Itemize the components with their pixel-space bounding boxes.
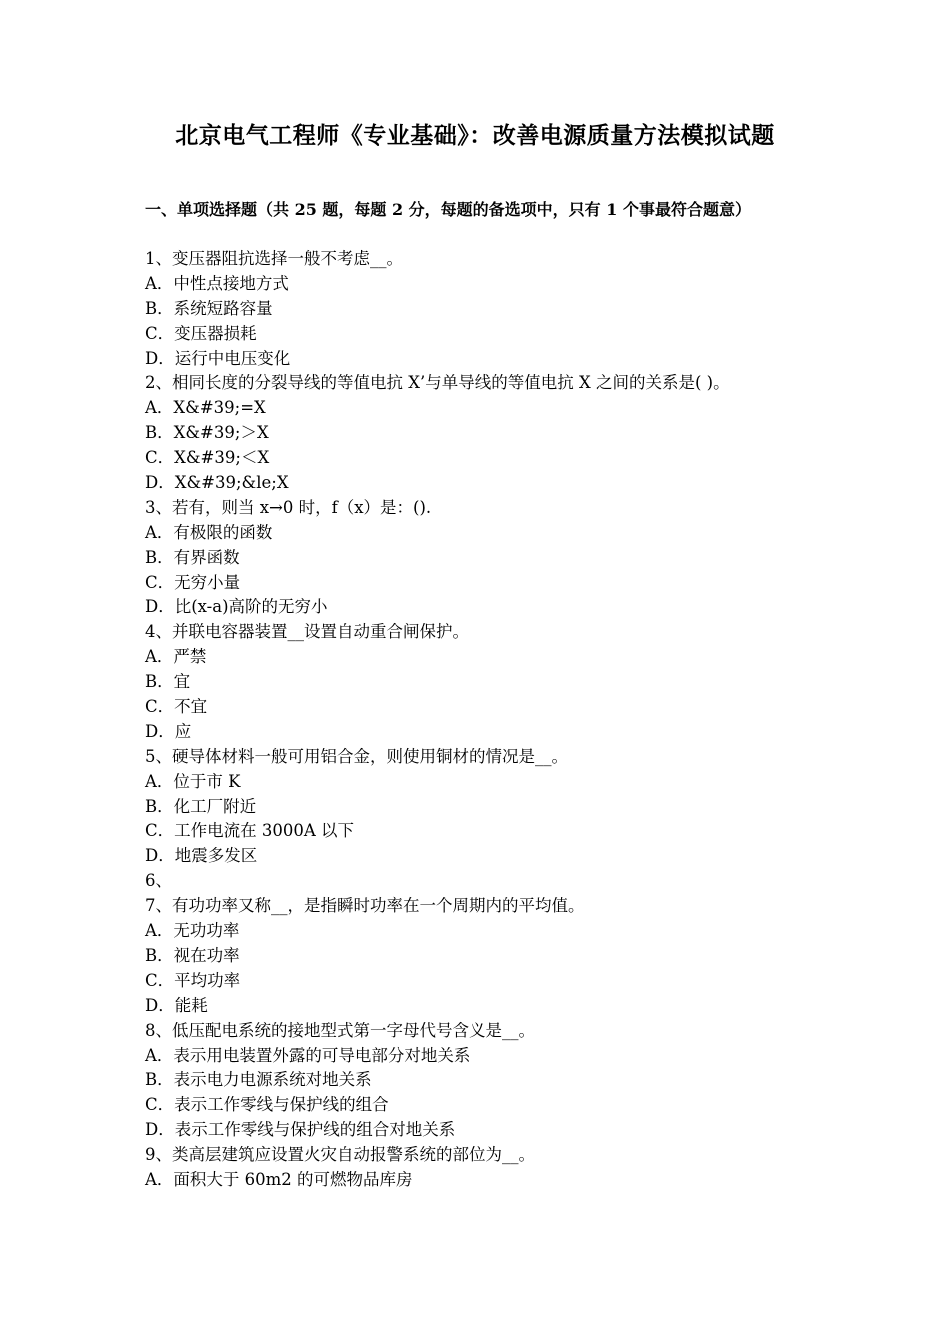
answer-option: D．应 — [145, 721, 192, 741]
question-block — [145, 1019, 825, 1143]
question-block — [145, 371, 825, 495]
answer-option: B．宜 — [145, 672, 191, 692]
question-block — [145, 620, 825, 744]
answer-option: A．X&#39;=X — [145, 398, 266, 418]
answer-option: C．无穷小量 — [145, 572, 241, 592]
answer-option: B．表示电力电源系统对地关系 — [145, 1070, 372, 1090]
question-stem: 2、相同长度的分裂导线的等值电抗 X’与单导线的等值电抗 X 之间的关系是( )。 — [145, 373, 730, 393]
answer-option: D．地震多发区 — [145, 846, 258, 866]
question-block — [145, 869, 825, 894]
question-stem: 1、变压器阻抗选择一般不考虑__。 — [145, 249, 403, 268]
answer-option: B．X&#39;＞X — [145, 423, 269, 443]
answer-option: D．能耗 — [145, 995, 208, 1015]
question-block — [145, 745, 825, 869]
answer-option: A．无功功率 — [145, 921, 240, 941]
question-block — [145, 1143, 825, 1193]
answer-option: B．系统短路容量 — [145, 298, 273, 318]
answer-option: C．工作电流在 3000A 以下 — [145, 821, 355, 841]
question-stem: 3、若有，则当 x→0 时，f（x）是：(). — [145, 497, 432, 517]
answer-option: A．有极限的函数 — [145, 522, 273, 542]
question-stem: 7、有功功率又称__，是指瞬时功率在一个周期内的平均值。 — [145, 896, 585, 916]
answer-option: C．X&#39;＜X — [145, 448, 270, 468]
answer-option: A．中性点接地方式 — [145, 273, 289, 293]
question-stem: 4、并联电容器装置__设置自动重合闸保护。 — [145, 622, 469, 642]
answer-option: C．变压器损耗 — [145, 323, 257, 343]
question-block — [145, 894, 825, 1018]
question-block — [145, 496, 825, 620]
answer-option: D．比(x-a)高阶的无穷小 — [145, 597, 328, 617]
document-title: 北京电气工程师《专业基础》：改善电源质量方法模拟试题 — [175, 122, 775, 149]
answer-option: B．有界函数 — [145, 547, 240, 567]
answer-option: C．不宜 — [145, 697, 208, 717]
answer-option: A．严禁 — [145, 647, 207, 667]
answer-option: D．运行中电压变化 — [145, 348, 291, 368]
answer-option: D．表示工作零线与保护线的组合对地关系 — [145, 1120, 456, 1140]
answer-option: C．表示工作零线与保护线的组合 — [145, 1095, 389, 1115]
answer-option: B．化工厂附近 — [145, 796, 257, 816]
question-stem: 5、硬导体材料一般可用铝合金，则使用铜材的情况是__。 — [145, 746, 568, 766]
question-list — [145, 247, 825, 1193]
question-stem: 9、类高层建筑应设置火灾自动报警系统的部位为__。 — [145, 1145, 535, 1165]
answer-option: D．X&#39;&le;X — [145, 473, 289, 493]
answer-option: A．位于市 K — [145, 771, 241, 791]
answer-option: B．视在功率 — [145, 945, 240, 965]
question-stem: 6、 — [145, 871, 172, 891]
section-heading: 一、单项选择题（共 25 题，每题 2 分，每题的备选项中，只有 1 个事最符合题意） — [145, 200, 751, 219]
answer-option: C．平均功率 — [145, 970, 241, 990]
answer-option: A．表示用电装置外露的可导电部分对地关系 — [145, 1045, 471, 1065]
question-block — [145, 247, 825, 371]
question-stem: 8、低压配电系统的接地型式第一字母代号含义是__。 — [145, 1020, 535, 1040]
answer-option: A．面积大于 60m2 的可燃物品库房 — [145, 1169, 413, 1189]
